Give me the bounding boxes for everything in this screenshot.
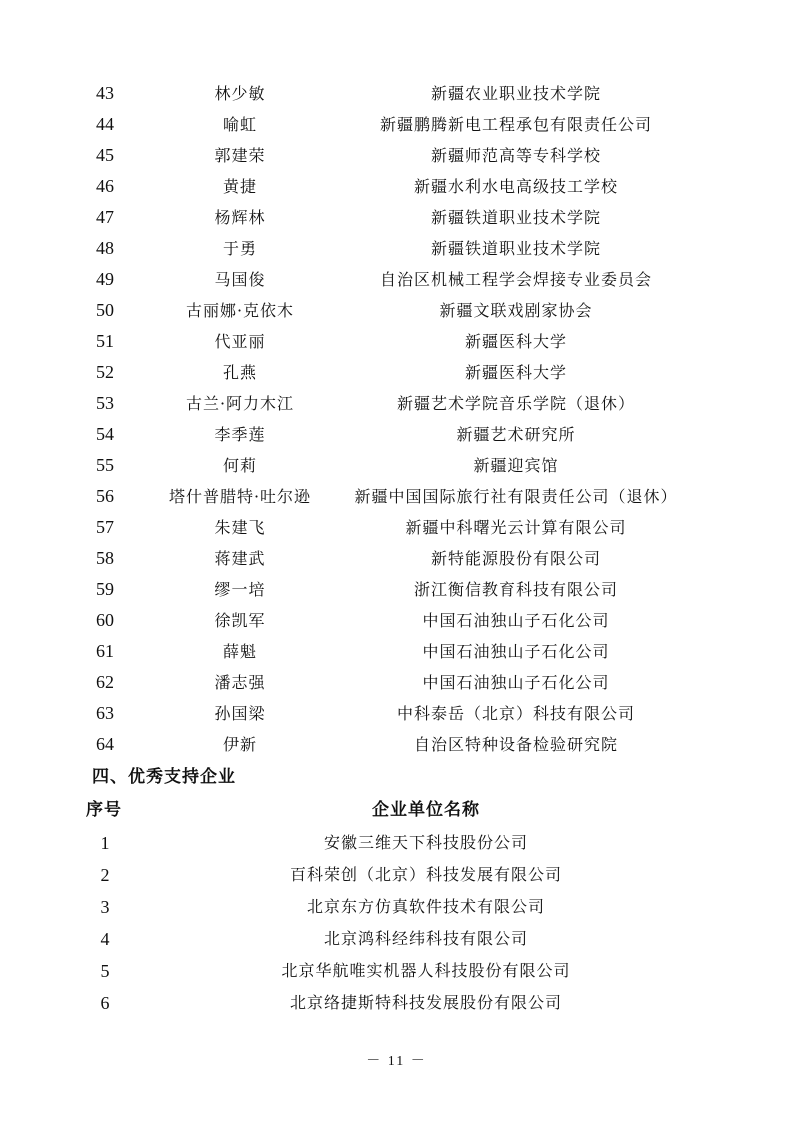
awardee-row: [0, 140, 793, 171]
awardee-organization: 自治区特种设备检验研究院: [413, 735, 618, 754]
company-row: [0, 891, 793, 923]
awardee-row: [0, 698, 793, 729]
serial-number: 45: [96, 145, 114, 165]
awardee-name: 缪一培: [214, 580, 266, 599]
header-serial-number: 序号: [86, 800, 122, 820]
company-row: [0, 859, 793, 891]
header-company-name: 企业单位名称: [372, 800, 480, 820]
awardee-row: [0, 202, 793, 233]
company-name: 北京络捷斯特科技发展股份有限公司: [289, 993, 562, 1012]
awardee-row: [0, 512, 793, 543]
awardee-row: [0, 729, 793, 760]
awardee-organization: 中国石油独山子石化公司: [422, 673, 610, 692]
serial-number: 54: [96, 424, 114, 444]
awardee-row: [0, 388, 793, 419]
serial-number: 3: [100, 897, 110, 917]
serial-number: 43: [96, 83, 114, 103]
awardee-organization: 浙江衡信教育科技有限公司: [413, 580, 618, 599]
company-name: 北京华航唯实机器人科技股份有限公司: [281, 961, 571, 980]
awardee-row: [0, 605, 793, 636]
awardee-organization: 新疆中科曙光云计算有限公司: [405, 518, 627, 537]
serial-number: 56: [96, 486, 114, 506]
awardee-row: [0, 574, 793, 605]
serial-number: 46: [96, 176, 114, 196]
awardee-row: [0, 357, 793, 388]
awardee-name: 于勇: [222, 239, 257, 258]
awardee-organization: 新疆艺术学院音乐学院（退休）: [396, 394, 635, 413]
company-name: 安徽三维天下科技股份公司: [323, 833, 528, 852]
awardee-organization: 新疆艺术研究所: [456, 425, 576, 444]
awardee-row: [0, 326, 793, 357]
serial-number: 44: [96, 114, 114, 134]
awardee-name: 古丽娜·克依木: [185, 301, 295, 320]
company-table-header: [0, 795, 793, 825]
awardee-organization: 中国石油独山子石化公司: [422, 611, 610, 630]
awardee-name: 李季莲: [214, 425, 266, 444]
company-row: [0, 955, 793, 987]
company-name: 百科荣创（北京）科技发展有限公司: [289, 865, 562, 884]
awardee-row: [0, 543, 793, 574]
awardee-organization: 新疆医科大学: [464, 332, 567, 351]
awardee-name: 古兰·阿力木江: [185, 394, 295, 413]
serial-number: 61: [96, 641, 114, 661]
awardee-organization: 新疆铁道职业技术学院: [430, 239, 601, 258]
serial-number: 55: [96, 455, 114, 475]
serial-number: 47: [96, 207, 114, 227]
serial-number: 4: [100, 929, 110, 949]
awardee-name: 伊新: [222, 735, 257, 754]
awardee-name: 杨辉林: [214, 208, 266, 227]
serial-number: 49: [96, 269, 114, 289]
company-name: 北京鸿科经纬科技有限公司: [323, 929, 528, 948]
awardee-name: 代亚丽: [214, 332, 266, 351]
company-name: 北京东方仿真软件技术有限公司: [306, 897, 545, 916]
serial-number: 63: [96, 703, 114, 723]
awardee-organization: 新疆农业职业技术学院: [430, 84, 601, 103]
company-row: [0, 827, 793, 859]
awardee-row: [0, 636, 793, 667]
awardee-organization: 中科泰岳（北京）科技有限公司: [396, 704, 635, 723]
awardee-row: [0, 419, 793, 450]
serial-number: 64: [96, 734, 114, 754]
awardee-organization: 自治区机械工程学会焊接专业委员会: [379, 270, 652, 289]
serial-number: 2: [100, 865, 110, 885]
serial-number: 57: [96, 517, 114, 537]
company-row: [0, 923, 793, 955]
awardee-name: 薛魁: [222, 642, 257, 661]
serial-number: 48: [96, 238, 114, 258]
awardee-organization: 新疆鹏腾新电工程承包有限责任公司: [379, 115, 652, 134]
awardee-name: 郭建荣: [214, 146, 266, 165]
awardee-row: [0, 78, 793, 109]
serial-number: 53: [96, 393, 114, 413]
awardee-organization: 新疆水利水电高级技工学校: [413, 177, 618, 196]
awardee-organization: 新疆铁道职业技术学院: [430, 208, 601, 227]
awardee-name: 黄捷: [222, 177, 257, 196]
awardee-name: 马国俊: [214, 270, 266, 289]
awardee-name: 徐凯军: [214, 611, 266, 630]
awardee-name: 喻虹: [222, 115, 257, 134]
awardee-row: [0, 481, 793, 512]
serial-number: 5: [100, 961, 110, 981]
serial-number: 62: [96, 672, 114, 692]
awardee-name: 孙国梁: [214, 704, 266, 723]
awardee-row: [0, 667, 793, 698]
page-number: － 11 －: [366, 1054, 427, 1069]
serial-number: 52: [96, 362, 114, 382]
company-list: [0, 827, 793, 1019]
awardee-row: [0, 295, 793, 326]
section-heading: 四、优秀支持企业: [92, 767, 236, 787]
awardee-list: [0, 78, 793, 760]
awardee-row: [0, 264, 793, 295]
serial-number: 58: [96, 548, 114, 568]
serial-number: 59: [96, 579, 114, 599]
serial-number: 1: [100, 833, 110, 853]
awardee-organization: 新疆中国国际旅行社有限责任公司（退休）: [354, 487, 678, 506]
awardee-organization: 中国石油独山子石化公司: [422, 642, 610, 661]
serial-number: 6: [100, 993, 110, 1013]
awardee-row: [0, 233, 793, 264]
awardee-name: 何莉: [222, 456, 257, 475]
serial-number: 50: [96, 300, 114, 320]
awardee-row: [0, 171, 793, 202]
awardee-organization: 新疆文联戏剧家协会: [439, 301, 593, 320]
awardee-row: [0, 450, 793, 481]
awardee-name: 蒋建武: [214, 549, 266, 568]
awardee-organization: 新特能源股份有限公司: [430, 549, 601, 568]
serial-number: 51: [96, 331, 114, 351]
awardee-name: 朱建飞: [214, 518, 266, 537]
awardee-organization: 新疆医科大学: [464, 363, 567, 382]
awardee-name: 孔燕: [222, 363, 257, 382]
awardee-name: 潘志强: [214, 673, 266, 692]
serial-number: 60: [96, 610, 114, 630]
awardee-organization: 新疆迎宾馆: [473, 456, 559, 475]
awardee-row: [0, 109, 793, 140]
awardee-organization: 新疆师范高等专科学校: [430, 146, 601, 165]
company-row: [0, 987, 793, 1019]
awardee-name: 林少敏: [214, 84, 266, 103]
awardee-name: 塔什普腊特·吐尔逊: [168, 487, 312, 506]
